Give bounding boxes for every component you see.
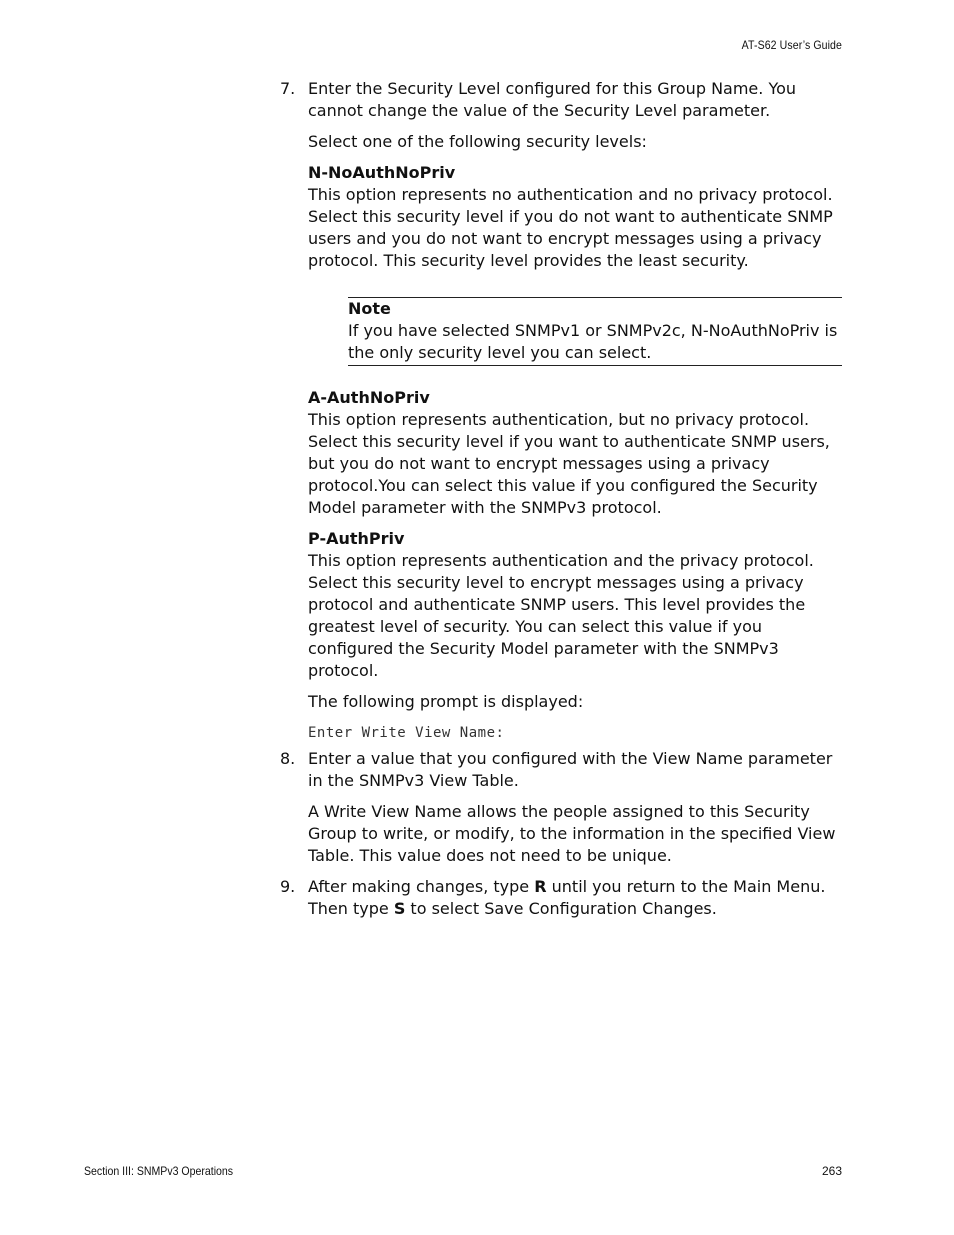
note-box — [348, 297, 842, 366]
option-title-noauthnopriv: N-NoAuthNoPriv — [308, 163, 456, 182]
option-text-authpriv: This option represents authentication and the privacy protocol. Select this security level to encrypt messages using a privacy protocol and authenticate SNMP users. This level provides the greatest level of security. You can select this value if you configured the Security Model parameter with the SNMPv3 protocol. — [308, 551, 814, 680]
note-text: If you have selected SNMPv1 or SNMPv2c, N-NoAuthNoPriv is the only security level you can select. — [348, 321, 838, 362]
step-text-part: to select Save Configuration Changes. — [405, 899, 717, 918]
step-text: Enter a value that you configured with the View Name parameter in the SNMPv3 View Table. — [308, 749, 833, 790]
step-number: 8. — [280, 749, 296, 768]
option-text-noauthnopriv: This option represents no authentication and no privacy protocol. Select this security level if you do not want to authenticate SNMP users and you do not want to encrypt messages using a privacy protocol. This security level provides the least security. — [308, 185, 833, 270]
step-8 — [280, 748, 842, 867]
step-9 — [280, 876, 842, 920]
key-r: R — [534, 877, 547, 896]
step-number: 7. — [280, 79, 296, 98]
step-number: 9. — [280, 877, 296, 896]
option-title-authpriv: P-AuthPriv — [308, 529, 405, 548]
option-text-authnopriv: This option represents authentication, but no privacy protocol. Select this security level if you want to authenticate SNMP users, but you do not want to encrypt messages using a privacy protocol.You can select this value if you configured the Security Model parameter with the SNMPv3 protocol. — [308, 410, 830, 517]
step-text-part: After making changes, type — [308, 877, 535, 896]
step-7 — [280, 78, 842, 744]
note-title: Note — [348, 299, 391, 318]
key-s: S — [393, 899, 406, 918]
prompt-code: Enter Write View Name: — [308, 725, 505, 741]
step-text — [308, 876, 842, 920]
step-detail: A Write View Name allows the people assigned to this Security Group to write, or modify, to the information in the specified View Table. This value does not need to be unique. — [308, 802, 836, 865]
select-instruction: Select one of the following security levels: — [308, 132, 647, 151]
page-content — [280, 78, 842, 920]
prompt-instruction: The following prompt is displayed: — [308, 692, 584, 711]
step-text: Enter the Security Level configured for this Group Name. You cannot change the value of the Security Level parameter. — [308, 79, 797, 120]
running-header: AT-S62 User’s Guide — [741, 38, 842, 52]
step-text-part: until you return to the Main Menu. Then type — [308, 877, 826, 918]
footer-section: Section III: SNMPv3 Operations — [84, 1164, 234, 1178]
page-number: 263 — [821, 1164, 842, 1178]
option-title-authnopriv: A-AuthNoPriv — [308, 388, 430, 407]
